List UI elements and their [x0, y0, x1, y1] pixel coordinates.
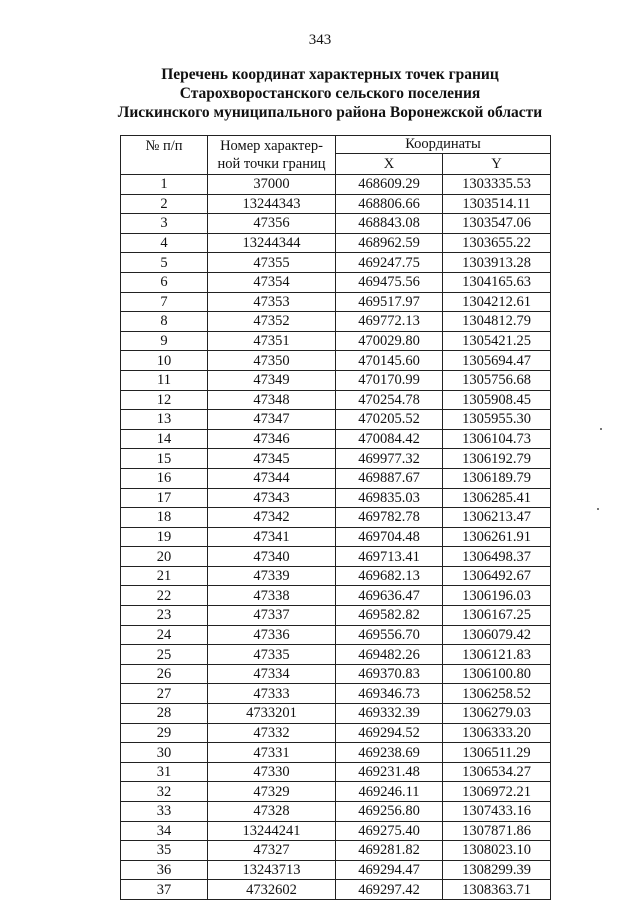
cell-row-number: 30 — [121, 743, 208, 763]
cell-x: 469294.52 — [336, 723, 443, 743]
cell-row-number: 9 — [121, 331, 208, 351]
cell-point-number: 47337 — [208, 606, 336, 626]
cell-y: 1306196.03 — [443, 586, 551, 606]
cell-point-number: 47332 — [208, 723, 336, 743]
cell-point-number: 47338 — [208, 586, 336, 606]
cell-point-number: 13244343 — [208, 194, 336, 214]
scan-speck — [597, 508, 599, 510]
cell-x: 469556.70 — [336, 625, 443, 645]
cell-y: 1308023.10 — [443, 841, 551, 861]
cell-row-number: 19 — [121, 527, 208, 547]
cell-point-number: 47353 — [208, 292, 336, 312]
cell-point-number: 37000 — [208, 175, 336, 195]
cell-point-number: 13243713 — [208, 860, 336, 880]
cell-y: 1306192.79 — [443, 449, 551, 469]
cell-row-number: 25 — [121, 645, 208, 665]
cell-point-number: 47343 — [208, 488, 336, 508]
cell-y: 1306100.80 — [443, 664, 551, 684]
cell-point-number: 4732602 — [208, 880, 336, 900]
cell-x: 470084.42 — [336, 429, 443, 449]
cell-x: 469297.42 — [336, 880, 443, 900]
cell-x: 469231.48 — [336, 762, 443, 782]
cell-y: 1306104.73 — [443, 429, 551, 449]
cell-point-number: 13244344 — [208, 233, 336, 253]
table-row — [121, 880, 551, 900]
cell-point-number: 47328 — [208, 802, 336, 822]
table-row — [121, 782, 551, 802]
table-row — [121, 704, 551, 724]
cell-row-number: 22 — [121, 586, 208, 606]
cell-point-number: 47327 — [208, 841, 336, 861]
cell-row-number: 32 — [121, 782, 208, 802]
title-line-1: Перечень координат характерных точек границ — [161, 66, 499, 83]
table-header — [121, 136, 551, 175]
cell-row-number: 4 — [121, 233, 208, 253]
cell-y: 1303547.06 — [443, 214, 551, 234]
table-row — [121, 684, 551, 704]
cell-y: 1308363.71 — [443, 880, 551, 900]
cell-row-number: 23 — [121, 606, 208, 626]
cell-x: 470145.60 — [336, 351, 443, 371]
cell-x: 469682.13 — [336, 566, 443, 586]
table-row — [121, 312, 551, 332]
cell-x: 469475.56 — [336, 272, 443, 292]
document-title — [60, 65, 600, 122]
cell-row-number: 34 — [121, 821, 208, 841]
table-row — [121, 802, 551, 822]
cell-x: 469281.82 — [336, 841, 443, 861]
table-row — [121, 175, 551, 195]
cell-x: 470254.78 — [336, 390, 443, 410]
header-point-number-line-1: Номер характер- — [220, 138, 323, 154]
title-line-2: Старохворостанского сельского поселения — [179, 85, 481, 102]
cell-y: 1306285.41 — [443, 488, 551, 508]
cell-row-number: 8 — [121, 312, 208, 332]
table-row — [121, 664, 551, 684]
cell-row-number: 24 — [121, 625, 208, 645]
title-line-3: Лискинского муниципального района Воронежской области — [117, 104, 543, 121]
cell-row-number: 36 — [121, 860, 208, 880]
cell-y: 1306972.21 — [443, 782, 551, 802]
header-y: Y — [443, 154, 551, 175]
cell-row-number: 21 — [121, 566, 208, 586]
header-row-number: № п/п — [121, 136, 208, 175]
cell-row-number: 6 — [121, 272, 208, 292]
cell-row-number: 31 — [121, 762, 208, 782]
cell-x: 469713.41 — [336, 547, 443, 567]
cell-y: 1305908.45 — [443, 390, 551, 410]
page-number: 343 — [308, 32, 332, 48]
cell-point-number: 47340 — [208, 547, 336, 567]
cell-x: 468843.08 — [336, 214, 443, 234]
cell-x: 469704.48 — [336, 527, 443, 547]
cell-y: 1304212.61 — [443, 292, 551, 312]
cell-x: 468609.29 — [336, 175, 443, 195]
table-row — [121, 272, 551, 292]
cell-x: 468806.66 — [336, 194, 443, 214]
cell-x: 470170.99 — [336, 370, 443, 390]
cell-point-number: 47334 — [208, 664, 336, 684]
cell-y: 1303655.22 — [443, 233, 551, 253]
table-row — [121, 468, 551, 488]
cell-point-number: 47329 — [208, 782, 336, 802]
cell-x: 469346.73 — [336, 684, 443, 704]
cell-y: 1304165.63 — [443, 272, 551, 292]
cell-point-number: 47339 — [208, 566, 336, 586]
cell-point-number: 47345 — [208, 449, 336, 469]
cell-point-number: 47347 — [208, 410, 336, 430]
cell-point-number: 47352 — [208, 312, 336, 332]
table-body — [121, 175, 551, 900]
cell-y: 1306189.79 — [443, 468, 551, 488]
cell-y: 1306492.67 — [443, 566, 551, 586]
cell-row-number: 5 — [121, 253, 208, 273]
cell-x: 469835.03 — [336, 488, 443, 508]
table-row — [121, 429, 551, 449]
table-row — [121, 370, 551, 390]
cell-row-number: 13 — [121, 410, 208, 430]
cell-x: 468962.59 — [336, 233, 443, 253]
cell-row-number: 16 — [121, 468, 208, 488]
cell-y: 1306279.03 — [443, 704, 551, 724]
cell-x: 469294.47 — [336, 860, 443, 880]
cell-y: 1306511.29 — [443, 743, 551, 763]
table-row — [121, 586, 551, 606]
header-coordinates: Координаты — [336, 136, 551, 154]
cell-y: 1306534.27 — [443, 762, 551, 782]
header-point-number-line-2: ной точки границ — [217, 156, 326, 172]
table-row — [121, 214, 551, 234]
table-row — [121, 841, 551, 861]
cell-point-number: 4733201 — [208, 704, 336, 724]
cell-point-number: 13244241 — [208, 821, 336, 841]
cell-point-number: 47349 — [208, 370, 336, 390]
cell-point-number: 47341 — [208, 527, 336, 547]
cell-point-number: 47333 — [208, 684, 336, 704]
cell-y: 1307871.86 — [443, 821, 551, 841]
cell-x: 469482.26 — [336, 645, 443, 665]
cell-y: 1303514.11 — [443, 194, 551, 214]
cell-y: 1304812.79 — [443, 312, 551, 332]
table-row — [121, 762, 551, 782]
cell-y: 1306498.37 — [443, 547, 551, 567]
cell-point-number: 47351 — [208, 331, 336, 351]
cell-row-number: 17 — [121, 488, 208, 508]
cell-row-number: 20 — [121, 547, 208, 567]
cell-point-number: 47344 — [208, 468, 336, 488]
table-row — [121, 566, 551, 586]
table-row — [121, 292, 551, 312]
cell-y: 1306333.20 — [443, 723, 551, 743]
cell-point-number: 47331 — [208, 743, 336, 763]
cell-point-number: 47346 — [208, 429, 336, 449]
cell-x: 469275.40 — [336, 821, 443, 841]
cell-y: 1306121.83 — [443, 645, 551, 665]
table-row — [121, 547, 551, 567]
table-row — [121, 527, 551, 547]
cell-row-number: 7 — [121, 292, 208, 312]
cell-row-number: 35 — [121, 841, 208, 861]
cell-row-number: 3 — [121, 214, 208, 234]
cell-row-number: 2 — [121, 194, 208, 214]
cell-x: 469782.78 — [336, 508, 443, 528]
coordinates-table — [120, 135, 551, 900]
cell-y: 1306079.42 — [443, 625, 551, 645]
cell-row-number: 15 — [121, 449, 208, 469]
cell-x: 469977.32 — [336, 449, 443, 469]
cell-x: 469247.75 — [336, 253, 443, 273]
table-row — [121, 253, 551, 273]
cell-y: 1306213.47 — [443, 508, 551, 528]
cell-x: 469582.82 — [336, 606, 443, 626]
cell-point-number: 47330 — [208, 762, 336, 782]
cell-point-number: 47354 — [208, 272, 336, 292]
table-row — [121, 508, 551, 528]
table-row — [121, 410, 551, 430]
cell-row-number: 10 — [121, 351, 208, 371]
cell-x: 469887.67 — [336, 468, 443, 488]
header-point-number — [208, 136, 336, 175]
table-row — [121, 743, 551, 763]
header-x: X — [336, 154, 443, 175]
table-row — [121, 351, 551, 371]
cell-row-number: 11 — [121, 370, 208, 390]
cell-row-number: 27 — [121, 684, 208, 704]
cell-y: 1306167.25 — [443, 606, 551, 626]
cell-y: 1307433.16 — [443, 802, 551, 822]
cell-y: 1308299.39 — [443, 860, 551, 880]
table-row — [121, 821, 551, 841]
table-row — [121, 606, 551, 626]
cell-row-number: 12 — [121, 390, 208, 410]
cell-x: 469246.11 — [336, 782, 443, 802]
cell-y: 1303335.53 — [443, 175, 551, 195]
cell-row-number: 14 — [121, 429, 208, 449]
cell-x: 470029.80 — [336, 331, 443, 351]
cell-row-number: 37 — [121, 880, 208, 900]
cell-row-number: 1 — [121, 175, 208, 195]
table-row — [121, 488, 551, 508]
cell-x: 469772.13 — [336, 312, 443, 332]
cell-y: 1305955.30 — [443, 410, 551, 430]
cell-row-number: 26 — [121, 664, 208, 684]
cell-y: 1306261.91 — [443, 527, 551, 547]
cell-row-number: 18 — [121, 508, 208, 528]
cell-x: 469256.80 — [336, 802, 443, 822]
table-row — [121, 645, 551, 665]
table-row — [121, 860, 551, 880]
scan-speck — [600, 428, 602, 430]
cell-x: 469636.47 — [336, 586, 443, 606]
table-row — [121, 449, 551, 469]
table-row — [121, 390, 551, 410]
cell-y: 1305694.47 — [443, 351, 551, 371]
cell-point-number: 47348 — [208, 390, 336, 410]
cell-x: 469332.39 — [336, 704, 443, 724]
cell-point-number: 47335 — [208, 645, 336, 665]
cell-point-number: 47336 — [208, 625, 336, 645]
cell-y: 1306258.52 — [443, 684, 551, 704]
cell-point-number: 47356 — [208, 214, 336, 234]
cell-point-number: 47355 — [208, 253, 336, 273]
table-row — [121, 233, 551, 253]
table-row — [121, 723, 551, 743]
cell-x: 469370.83 — [336, 664, 443, 684]
cell-x: 470205.52 — [336, 410, 443, 430]
cell-x: 469238.69 — [336, 743, 443, 763]
table-row — [121, 194, 551, 214]
cell-y: 1303913.28 — [443, 253, 551, 273]
cell-y: 1305421.25 — [443, 331, 551, 351]
cell-x: 469517.97 — [336, 292, 443, 312]
table-row — [121, 625, 551, 645]
cell-row-number: 33 — [121, 802, 208, 822]
cell-point-number: 47350 — [208, 351, 336, 371]
cell-row-number: 28 — [121, 704, 208, 724]
cell-y: 1305756.68 — [443, 370, 551, 390]
table-row — [121, 331, 551, 351]
cell-row-number: 29 — [121, 723, 208, 743]
cell-point-number: 47342 — [208, 508, 336, 528]
